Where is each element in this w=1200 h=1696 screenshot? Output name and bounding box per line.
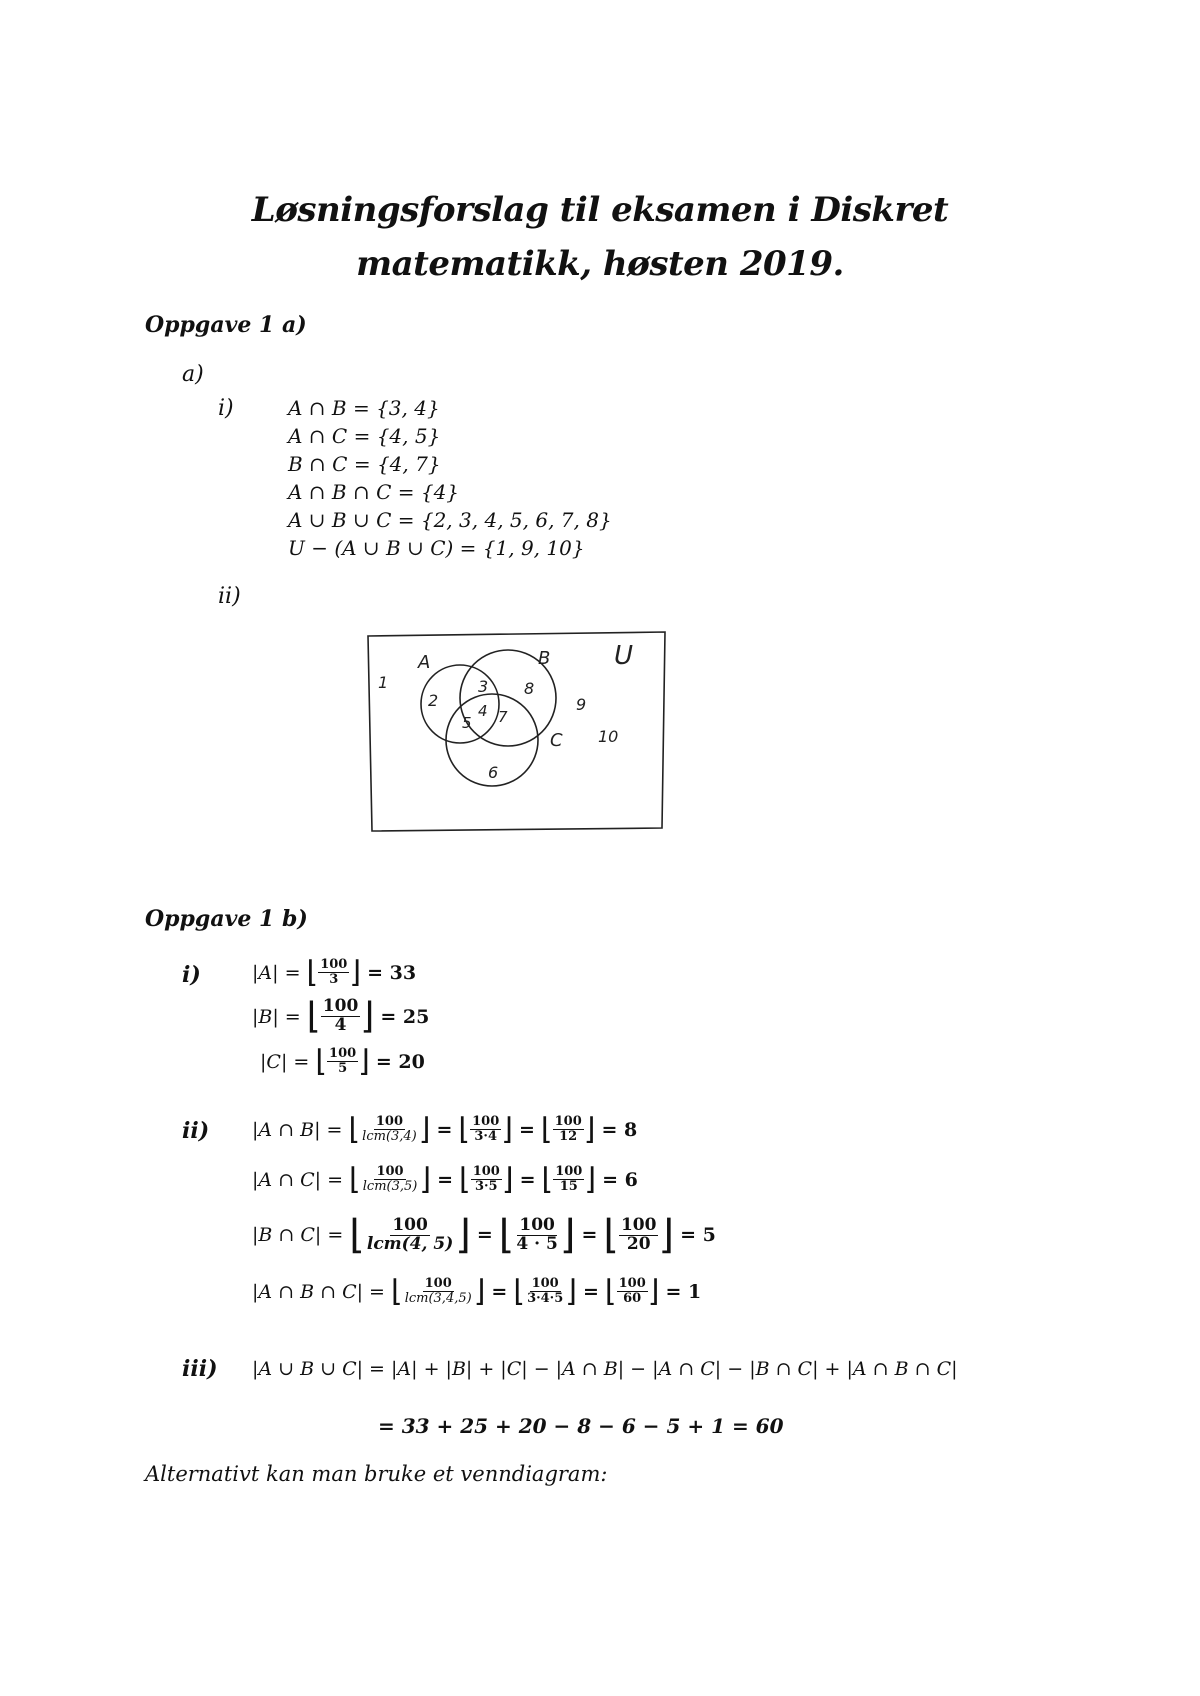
frac-num: 100 bbox=[329, 1046, 357, 1062]
row-lhs: |A ∩ C| = bbox=[252, 1168, 344, 1191]
frac-num: 100 bbox=[531, 1276, 559, 1292]
venn-number: 1 bbox=[378, 673, 389, 692]
part-b-i-label: i) bbox=[182, 962, 201, 988]
venn-number: 10 bbox=[598, 727, 619, 746]
frac-den: 4 · 5 bbox=[516, 1233, 558, 1254]
cardinality-row-a: |A| = ⌊ $\frac{100}{3}$ ⌋ = 33 bbox=[252, 955, 417, 990]
frac-num: 100 bbox=[620, 1214, 657, 1235]
row-lhs: |A ∩ B| = bbox=[252, 1118, 343, 1141]
part-i-label: i) bbox=[218, 396, 234, 421]
frac-den: 20 bbox=[626, 1233, 651, 1254]
equals: = bbox=[581, 1224, 598, 1246]
label-c: C bbox=[550, 730, 563, 751]
row-lhs: |C| = bbox=[260, 1050, 310, 1073]
row-lhs: |B ∩ C| = bbox=[252, 1224, 344, 1246]
frac-den: lcm(4, 5) bbox=[366, 1233, 454, 1254]
equals: = bbox=[519, 1168, 536, 1191]
frac-num: 100 bbox=[424, 1276, 452, 1292]
inclusion-exclusion-formula: |A ∪ B ∪ C| = |A| + |B| + |C| − |A ∩ B| − |A ∩ C| − |B ∩ C| + |A ∩ B ∩ C| bbox=[252, 1358, 958, 1380]
venn-number: 5 bbox=[462, 714, 472, 732]
page-title-line-2: matematikk, høsten 2019. bbox=[356, 244, 844, 284]
cardinality-row-b: |B| = ⌊ $\frac{100}{4}$ ⌋ = 25 bbox=[252, 996, 430, 1037]
row-rhs: = 6 bbox=[602, 1168, 638, 1191]
set-row: A ∪ B ∪ C = {2, 3, 4, 5, 6, 7, 8} bbox=[288, 508, 612, 532]
set-row: B ∩ C = {4, 7} bbox=[288, 452, 441, 476]
frac-num: 100 bbox=[392, 1214, 428, 1235]
row-lhs: |A| = bbox=[252, 961, 301, 984]
frac-den: 3·4 bbox=[474, 1129, 497, 1144]
intersection-row-bc: |B ∩ C| = ⌊ $\frac{100}{\text{lcm(4, 5)}}$ ⌋ = ⌊ $\frac{100}{4 \cdot 5}$ ⌋ = ⌊ $\frac{100}{20}$ ⌋ = 5 bbox=[252, 1212, 716, 1258]
row-rhs: = 33 bbox=[367, 961, 417, 984]
intersection-row-ac: |A ∩ C| = ⌊ $\frac{100}{\text{lcm(3,5)}}$ ⌋ = ⌊ $\frac{100}{3\cdot 5}$ ⌋ = ⌊ $\frac{100}{15}$ ⌋ = 6 bbox=[252, 1162, 638, 1197]
venn-number: 3 bbox=[478, 677, 489, 696]
set-row: A ∩ B ∩ C = {4} bbox=[288, 480, 460, 504]
venn-number: 6 bbox=[488, 763, 499, 782]
row-rhs: = 25 bbox=[380, 1005, 430, 1028]
task-1b-heading: Oppgave 1 b) bbox=[145, 906, 308, 932]
set-row: U − (A ∪ B ∪ C) = {1, 9, 10} bbox=[288, 536, 585, 560]
frac-num: 100 bbox=[376, 1164, 404, 1180]
intersection-row-abc: |A ∩ B ∩ C| = ⌊ $\frac{100}{\text{lcm(3,4,5)}}$ ⌋ = ⌊ $\frac{100}{3\cdot 4\cdot 5}$ ⌋ = ⌊ $\frac{100}{60}$ ⌋ = 1 bbox=[252, 1274, 702, 1309]
frac-num: 100 bbox=[320, 957, 348, 973]
frac-num: 100 bbox=[555, 1164, 583, 1180]
frac-num: 100 bbox=[322, 996, 359, 1017]
row-lhs: |A ∩ B ∩ C| = bbox=[252, 1280, 385, 1303]
equals: = bbox=[518, 1118, 535, 1141]
set-row: A ∩ B = {3, 4} bbox=[288, 396, 440, 420]
row-lhs: |B| = bbox=[252, 1005, 301, 1028]
part-a-label: a) bbox=[182, 362, 204, 387]
frac-den: 4 bbox=[334, 1015, 347, 1035]
equals: = bbox=[476, 1224, 493, 1246]
frac-den: lcm(3,4) bbox=[362, 1129, 417, 1144]
task-1a-heading: Oppgave 1 a) bbox=[145, 312, 307, 338]
frac-num: 100 bbox=[554, 1114, 582, 1130]
venn-number: 8 bbox=[524, 679, 535, 698]
frac-den: 60 bbox=[623, 1291, 642, 1306]
equals: = bbox=[436, 1118, 453, 1141]
venn-number: 4 bbox=[478, 702, 488, 720]
frac-den: 5 bbox=[338, 1061, 348, 1076]
page-title-line-1: Løsningsforslag til eksamen i Diskret bbox=[251, 190, 949, 230]
frac-den: lcm(3,4,5) bbox=[404, 1291, 472, 1306]
frac-den: 3 bbox=[329, 972, 339, 987]
frac-den: 12 bbox=[559, 1129, 578, 1144]
part-b-iii-label: iii) bbox=[182, 1356, 218, 1382]
frac-den: 3·5 bbox=[474, 1179, 498, 1194]
label-b: B bbox=[538, 648, 551, 669]
venn-diagram bbox=[360, 628, 670, 838]
label-u: U bbox=[614, 641, 634, 671]
inclusion-exclusion-result: = 33 + 25 + 20 − 8 − 6 − 5 + 1 = 60 bbox=[378, 1414, 784, 1438]
part-ii-label: ii) bbox=[218, 584, 241, 609]
frac-num: 100 bbox=[519, 1214, 555, 1235]
venn-number: 9 bbox=[576, 695, 587, 714]
part-b-ii-label: ii) bbox=[182, 1118, 210, 1144]
equals: = bbox=[582, 1280, 599, 1303]
label-a: A bbox=[418, 652, 431, 673]
frac-num: 100 bbox=[472, 1114, 500, 1130]
row-rhs: = 1 bbox=[665, 1280, 702, 1303]
set-row: A ∩ C = {4, 5} bbox=[288, 424, 441, 448]
row-rhs: = 5 bbox=[680, 1224, 716, 1246]
cardinality-row-c: |C| = ⌊ $\frac{100}{5}$ ⌋ = 20 bbox=[260, 1044, 425, 1079]
alternative-note: Alternativt kan man bruke et venndiagram: bbox=[145, 1462, 608, 1486]
frac-num: 100 bbox=[472, 1164, 500, 1180]
frac-den: lcm(3,5) bbox=[362, 1179, 418, 1194]
frac-num: 100 bbox=[618, 1276, 646, 1292]
equals: = bbox=[437, 1168, 453, 1191]
frac-den: 3·4·5 bbox=[527, 1291, 564, 1306]
equals: = bbox=[491, 1280, 508, 1303]
set-operations-list bbox=[288, 396, 612, 564]
venn-number: 7 bbox=[498, 708, 508, 726]
frac-den: 15 bbox=[559, 1179, 578, 1194]
venn-number: 2 bbox=[428, 691, 439, 710]
row-rhs: = 8 bbox=[601, 1118, 638, 1141]
row-rhs: = 20 bbox=[375, 1050, 425, 1073]
frac-num: 100 bbox=[375, 1114, 404, 1130]
intersection-row-ab: |A ∩ B| = ⌊ $\frac{100}{\text{lcm(3,4)}}$ ⌋ = ⌊ $\frac{100}{3\cdot 4}$ ⌋ = ⌊ $\frac{100}{12}$ ⌋ = 8 bbox=[252, 1112, 638, 1147]
